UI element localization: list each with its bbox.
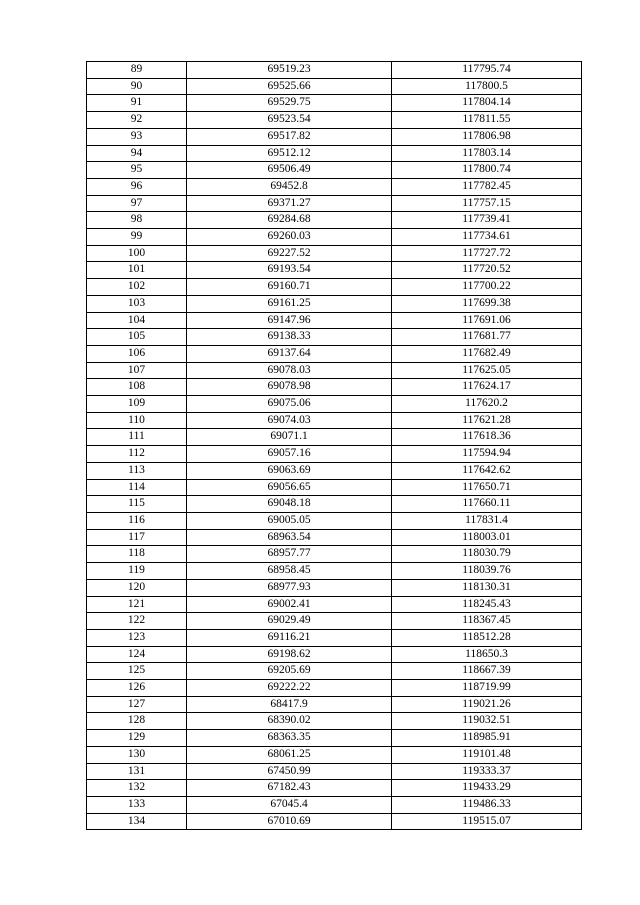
point-number-cell: 133 — [87, 796, 187, 813]
y-coordinate-cell: 119333.37 — [392, 763, 582, 780]
point-number-cell: 117 — [87, 529, 187, 546]
table-row — [87, 295, 582, 312]
table-row — [87, 746, 582, 763]
x-coordinate-cell: 69071.1 — [187, 429, 392, 446]
point-number-cell: 115 — [87, 496, 187, 513]
x-coordinate-cell: 69138.33 — [187, 329, 392, 346]
point-number-cell: 90 — [87, 78, 187, 95]
y-coordinate-cell: 117811.55 — [392, 112, 582, 129]
table-row — [87, 262, 582, 279]
table-row — [87, 696, 582, 713]
x-coordinate-cell: 69452.8 — [187, 178, 392, 195]
y-coordinate-cell: 117803.14 — [392, 145, 582, 162]
table-row — [87, 446, 582, 463]
table-row — [87, 145, 582, 162]
y-coordinate-cell: 117618.36 — [392, 429, 582, 446]
y-coordinate-cell: 119021.26 — [392, 696, 582, 713]
point-number-cell: 132 — [87, 780, 187, 797]
x-coordinate-cell: 69056.65 — [187, 479, 392, 496]
x-coordinate-cell: 68977.93 — [187, 579, 392, 596]
y-coordinate-cell: 117800.5 — [392, 78, 582, 95]
x-coordinate-cell: 69525.66 — [187, 78, 392, 95]
x-coordinate-cell: 69048.18 — [187, 496, 392, 513]
point-number-cell: 99 — [87, 229, 187, 246]
table-row — [87, 796, 582, 813]
x-coordinate-cell: 69284.68 — [187, 212, 392, 229]
table-row — [87, 429, 582, 446]
y-coordinate-cell: 117727.72 — [392, 245, 582, 262]
point-number-cell: 127 — [87, 696, 187, 713]
table-row — [87, 730, 582, 747]
table-row — [87, 312, 582, 329]
table-row — [87, 212, 582, 229]
x-coordinate-cell: 69198.62 — [187, 646, 392, 663]
point-number-cell: 89 — [87, 62, 187, 79]
x-coordinate-cell: 68061.25 — [187, 746, 392, 763]
x-coordinate-cell: 69137.64 — [187, 345, 392, 362]
point-number-cell: 116 — [87, 512, 187, 529]
x-coordinate-cell: 69523.54 — [187, 112, 392, 129]
table-row — [87, 512, 582, 529]
y-coordinate-cell: 117806.98 — [392, 128, 582, 145]
y-coordinate-cell: 117734.61 — [392, 229, 582, 246]
x-coordinate-cell: 69005.05 — [187, 512, 392, 529]
point-number-cell: 111 — [87, 429, 187, 446]
point-number-cell: 120 — [87, 579, 187, 596]
point-number-cell: 109 — [87, 396, 187, 413]
y-coordinate-cell: 118719.99 — [392, 680, 582, 697]
table-row — [87, 479, 582, 496]
table-row — [87, 613, 582, 630]
table-row — [87, 162, 582, 179]
table-row — [87, 178, 582, 195]
x-coordinate-cell: 69057.16 — [187, 446, 392, 463]
point-number-cell: 94 — [87, 145, 187, 162]
point-number-cell: 114 — [87, 479, 187, 496]
x-coordinate-cell: 68417.9 — [187, 696, 392, 713]
table-row — [87, 579, 582, 596]
y-coordinate-cell: 117782.45 — [392, 178, 582, 195]
x-coordinate-cell: 69519.23 — [187, 62, 392, 79]
x-coordinate-cell: 69078.98 — [187, 379, 392, 396]
x-coordinate-cell: 68390.02 — [187, 713, 392, 730]
point-number-cell: 125 — [87, 663, 187, 680]
table-row — [87, 95, 582, 112]
y-coordinate-cell: 117700.22 — [392, 279, 582, 296]
x-coordinate-cell: 69075.06 — [187, 396, 392, 413]
point-number-cell: 96 — [87, 178, 187, 195]
point-number-cell: 128 — [87, 713, 187, 730]
point-number-cell: 122 — [87, 613, 187, 630]
x-coordinate-cell: 69078.03 — [187, 362, 392, 379]
point-number-cell: 123 — [87, 629, 187, 646]
y-coordinate-cell: 119433.29 — [392, 780, 582, 797]
point-number-cell: 100 — [87, 245, 187, 262]
table-row — [87, 629, 582, 646]
table-row — [87, 596, 582, 613]
y-coordinate-cell: 117795.74 — [392, 62, 582, 79]
y-coordinate-cell: 119515.07 — [392, 813, 582, 830]
table-row — [87, 546, 582, 563]
y-coordinate-cell: 118245.43 — [392, 596, 582, 613]
x-coordinate-cell: 69074.03 — [187, 412, 392, 429]
table-row — [87, 713, 582, 730]
table-row — [87, 663, 582, 680]
table-row — [87, 780, 582, 797]
y-coordinate-cell: 117720.52 — [392, 262, 582, 279]
coordinate-table — [86, 61, 582, 830]
y-coordinate-cell: 117691.06 — [392, 312, 582, 329]
point-number-cell: 131 — [87, 763, 187, 780]
x-coordinate-cell: 67182.43 — [187, 780, 392, 797]
x-coordinate-cell: 69205.69 — [187, 663, 392, 680]
table-row — [87, 345, 582, 362]
y-coordinate-cell: 119032.51 — [392, 713, 582, 730]
table-row — [87, 763, 582, 780]
point-number-cell: 129 — [87, 730, 187, 747]
table-row — [87, 195, 582, 212]
y-coordinate-cell: 117660.11 — [392, 496, 582, 513]
y-coordinate-cell: 117800.74 — [392, 162, 582, 179]
table-row — [87, 396, 582, 413]
x-coordinate-cell: 69260.03 — [187, 229, 392, 246]
table-row — [87, 62, 582, 79]
x-coordinate-cell: 69002.41 — [187, 596, 392, 613]
point-number-cell: 110 — [87, 412, 187, 429]
x-coordinate-cell: 67010.69 — [187, 813, 392, 830]
point-number-cell: 134 — [87, 813, 187, 830]
x-coordinate-cell: 69517.82 — [187, 128, 392, 145]
point-number-cell: 126 — [87, 680, 187, 697]
y-coordinate-cell: 118667.39 — [392, 663, 582, 680]
table-row — [87, 329, 582, 346]
x-coordinate-cell: 69029.49 — [187, 613, 392, 630]
y-coordinate-cell: 118367.45 — [392, 613, 582, 630]
table-row — [87, 78, 582, 95]
coordinate-table-body — [87, 62, 582, 830]
point-number-cell: 121 — [87, 596, 187, 613]
table-row — [87, 680, 582, 697]
table-row — [87, 279, 582, 296]
y-coordinate-cell: 118030.79 — [392, 546, 582, 563]
table-row — [87, 379, 582, 396]
y-coordinate-cell: 118650.3 — [392, 646, 582, 663]
point-number-cell: 118 — [87, 546, 187, 563]
y-coordinate-cell: 117620.2 — [392, 396, 582, 413]
y-coordinate-cell: 117682.49 — [392, 345, 582, 362]
point-number-cell: 105 — [87, 329, 187, 346]
y-coordinate-cell: 118985.91 — [392, 730, 582, 747]
y-coordinate-cell: 118130.31 — [392, 579, 582, 596]
point-number-cell: 130 — [87, 746, 187, 763]
point-number-cell: 101 — [87, 262, 187, 279]
point-number-cell: 103 — [87, 295, 187, 312]
point-number-cell: 91 — [87, 95, 187, 112]
x-coordinate-cell: 69222.22 — [187, 680, 392, 697]
y-coordinate-cell: 117624.17 — [392, 379, 582, 396]
table-row — [87, 412, 582, 429]
y-coordinate-cell: 118039.76 — [392, 563, 582, 580]
point-number-cell: 98 — [87, 212, 187, 229]
point-number-cell: 113 — [87, 462, 187, 479]
table-row — [87, 529, 582, 546]
x-coordinate-cell: 67045.4 — [187, 796, 392, 813]
point-number-cell: 106 — [87, 345, 187, 362]
x-coordinate-cell: 68957.77 — [187, 546, 392, 563]
point-number-cell: 97 — [87, 195, 187, 212]
y-coordinate-cell: 118003.01 — [392, 529, 582, 546]
x-coordinate-cell: 68963.54 — [187, 529, 392, 546]
table-row — [87, 245, 582, 262]
y-coordinate-cell: 117642.62 — [392, 462, 582, 479]
x-coordinate-cell: 69371.27 — [187, 195, 392, 212]
x-coordinate-cell: 67450.99 — [187, 763, 392, 780]
point-number-cell: 124 — [87, 646, 187, 663]
y-coordinate-cell: 117594.94 — [392, 446, 582, 463]
x-coordinate-cell: 69227.52 — [187, 245, 392, 262]
x-coordinate-cell: 69161.25 — [187, 295, 392, 312]
table-row — [87, 362, 582, 379]
x-coordinate-cell: 68363.35 — [187, 730, 392, 747]
table-row — [87, 462, 582, 479]
x-coordinate-cell: 69506.49 — [187, 162, 392, 179]
table-row — [87, 496, 582, 513]
point-number-cell: 119 — [87, 563, 187, 580]
y-coordinate-cell: 117621.28 — [392, 412, 582, 429]
point-number-cell: 92 — [87, 112, 187, 129]
x-coordinate-cell: 69160.71 — [187, 279, 392, 296]
point-number-cell: 112 — [87, 446, 187, 463]
point-number-cell: 108 — [87, 379, 187, 396]
y-coordinate-cell: 117831.4 — [392, 512, 582, 529]
table-row — [87, 229, 582, 246]
table-row — [87, 563, 582, 580]
y-coordinate-cell: 117699.38 — [392, 295, 582, 312]
y-coordinate-cell: 117650.71 — [392, 479, 582, 496]
x-coordinate-cell: 68958.45 — [187, 563, 392, 580]
table-row — [87, 813, 582, 830]
y-coordinate-cell: 119101.48 — [392, 746, 582, 763]
point-number-cell: 104 — [87, 312, 187, 329]
x-coordinate-cell: 69512.12 — [187, 145, 392, 162]
point-number-cell: 95 — [87, 162, 187, 179]
y-coordinate-cell: 118512.28 — [392, 629, 582, 646]
x-coordinate-cell: 69193.54 — [187, 262, 392, 279]
x-coordinate-cell: 69147.96 — [187, 312, 392, 329]
y-coordinate-cell: 117625.05 — [392, 362, 582, 379]
y-coordinate-cell: 119486.33 — [392, 796, 582, 813]
y-coordinate-cell: 117757.15 — [392, 195, 582, 212]
point-number-cell: 107 — [87, 362, 187, 379]
table-row — [87, 646, 582, 663]
table-row — [87, 128, 582, 145]
y-coordinate-cell: 117681.77 — [392, 329, 582, 346]
y-coordinate-cell: 117804.14 — [392, 95, 582, 112]
table-row — [87, 112, 582, 129]
point-number-cell: 93 — [87, 128, 187, 145]
y-coordinate-cell: 117739.41 — [392, 212, 582, 229]
x-coordinate-cell: 69063.69 — [187, 462, 392, 479]
x-coordinate-cell: 69116.21 — [187, 629, 392, 646]
x-coordinate-cell: 69529.75 — [187, 95, 392, 112]
point-number-cell: 102 — [87, 279, 187, 296]
